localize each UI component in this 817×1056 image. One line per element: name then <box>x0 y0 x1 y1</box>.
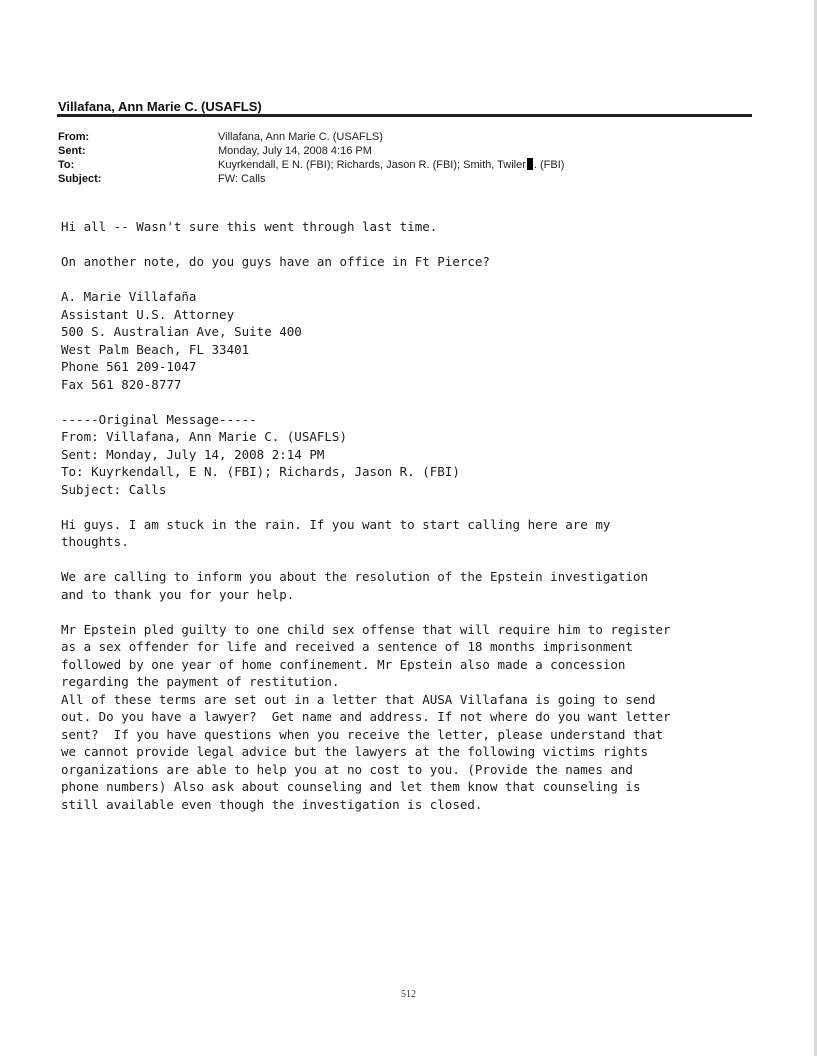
body-line: we cannot provide legal advice but the lawyers at the following victims rights <box>61 744 648 759</box>
to-label: To: <box>58 159 75 171</box>
subject-row <box>58 172 564 186</box>
body-line: From: Villafana, Ann Marie C. (USAFLS) <box>61 429 347 444</box>
body-line: Sent: Monday, July 14, 2008 2:14 PM <box>61 446 325 462</box>
to-value <box>218 158 564 172</box>
body-line: -----Original Message----- <box>61 411 257 427</box>
sent-value: Monday, July 14, 2008 4:16 PM <box>218 145 372 157</box>
body-line: Mr Epstein pled guilty to one child sex offense that will require him to register <box>61 621 671 637</box>
body-line: Hi all -- Wasn't sure this went through last time. <box>61 219 438 234</box>
sent-label: Sent: <box>58 145 86 157</box>
blank-line <box>61 603 801 621</box>
body-line: A. Marie Villafaña <box>61 289 197 304</box>
blank-line <box>61 551 801 569</box>
body-line: On another note, do you guys have an office in Ft Pierce? <box>61 254 490 269</box>
body-line: followed by one year of home confinement. Mr Epstein also made a concession <box>61 656 626 672</box>
header-divider <box>57 114 752 117</box>
body-line: Hi guys. I am stuck in the rain. If you want to start calling here are my <box>61 516 611 532</box>
body-line: and to thank you for your help. <box>61 586 295 602</box>
blank-line <box>61 498 801 516</box>
body-line: Assistant U.S. Attorney <box>61 306 235 322</box>
from-row <box>58 130 564 144</box>
body-line: regarding the payment of restitution. <box>61 674 340 689</box>
mailbox-owner-name: Villafana, Ann Marie C. (USAFLS) <box>58 99 262 114</box>
from-value: Villafana, Ann Marie C. (USAFLS) <box>218 131 383 143</box>
sent-row <box>58 144 564 158</box>
redaction-block <box>527 158 533 170</box>
blank-line <box>61 236 801 254</box>
email-header-block <box>58 130 564 186</box>
email-body <box>61 218 801 813</box>
body-line: All of these terms are set out in a letter that AUSA Villafana is going to send <box>61 691 656 707</box>
body-line: Phone 561 209-1047 <box>61 359 197 374</box>
body-line: West Palm Beach, FL 33401 <box>61 341 250 357</box>
blank-line <box>61 393 801 411</box>
body-line: as a sex offender for life and received a sentence of 18 months imprisonment <box>61 639 633 654</box>
body-line: thoughts. <box>61 534 129 549</box>
body-line: We are calling to inform you about the resolution of the Epstein investigation <box>61 569 648 584</box>
subject-value: FW: Calls <box>218 173 266 185</box>
body-line: sent? If you have questions when you receive the letter, please understand that <box>61 726 664 742</box>
from-label: From: <box>58 131 90 143</box>
body-line: Subject: Calls <box>61 481 167 497</box>
body-line: still available even though the investigation is closed. <box>61 796 483 812</box>
to-row <box>58 158 564 172</box>
subject-label: Subject: <box>58 173 102 185</box>
page-number: 512 <box>401 989 416 1000</box>
blank-line <box>61 271 801 289</box>
to-value-part2: . (FBI) <box>533 159 565 171</box>
body-line: phone numbers) Also ask about counseling and let them know that counseling is <box>61 779 641 794</box>
body-line: Fax 561 820-8777 <box>61 376 182 392</box>
body-line: organizations are able to help you at no cost to you. (Provide the names and <box>61 761 633 777</box>
body-line: out. Do you have a lawyer? Get name and address. If not where do you want letter <box>61 709 671 724</box>
body-line: 500 S. Australian Ave, Suite 400 <box>61 324 302 339</box>
body-line: To: Kuyrkendall, E N. (FBI); Richards, Jason R. (FBI) <box>61 464 460 479</box>
to-value-part1: Kuyrkendall, E N. (FBI); Richards, Jason R. (FBI); Smith, Twiler <box>218 159 526 171</box>
